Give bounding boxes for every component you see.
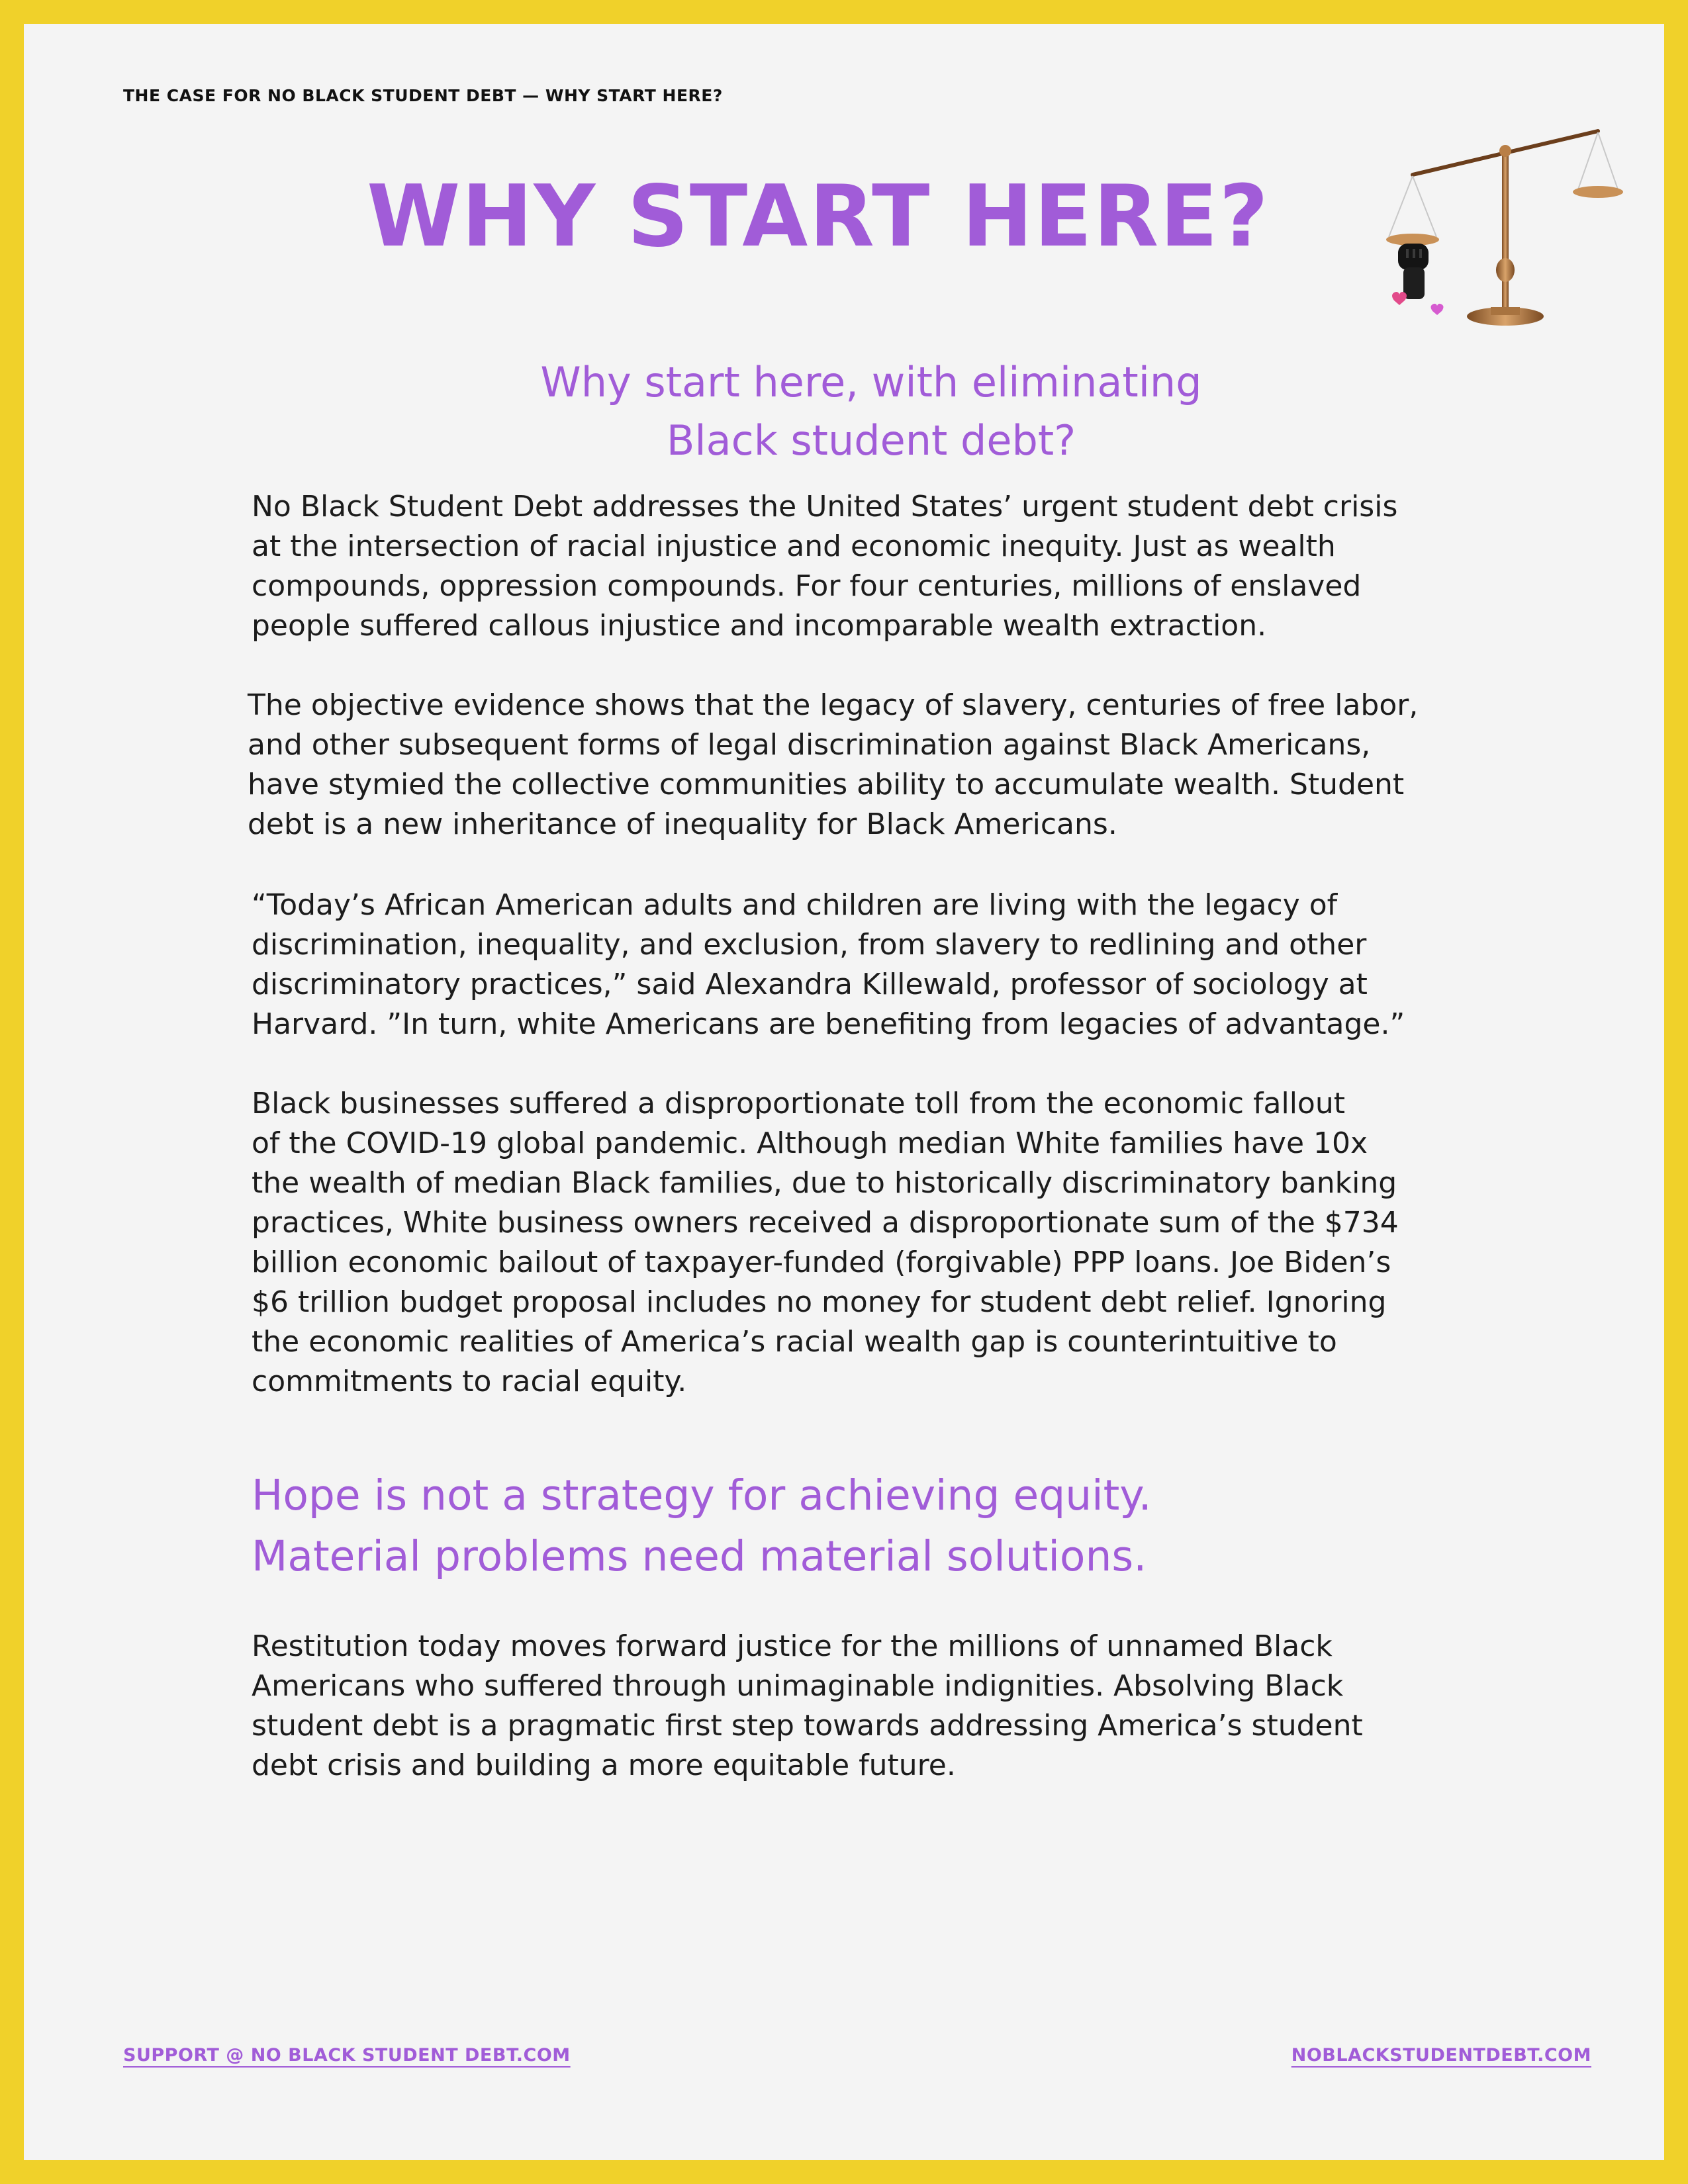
paragraph-line: compounds, oppression compounds. For four centuries, millions of enslaved — [252, 569, 1362, 603]
paragraph-line: The objective evidence shows that the legacy of slavery, centuries of free labor, — [248, 688, 1419, 722]
pull-quote-line: Material problems need material solutions. — [252, 1532, 1147, 1580]
paragraph-line: the wealth of median Black families, due to historically discriminatory banking — [252, 1166, 1397, 1200]
paragraph-line: debt is a new inheritance of inequality for Black Americans. — [248, 807, 1117, 841]
paragraph-line: the economic realities of America’s racial wealth gap is counterintuitive to — [252, 1325, 1337, 1359]
paragraph-line: No Black Student Debt addresses the United States’ urgent student debt crisis — [252, 490, 1398, 523]
paragraph-line: practices, White business owners received a disproportionate sum of the $734 — [252, 1206, 1399, 1240]
paragraph-line: people suffered callous injustice and incomparable wealth extraction. — [252, 609, 1267, 643]
scales-of-justice-with-raised-fist-icon — [1380, 123, 1638, 335]
subtitle — [216, 353, 1526, 470]
running-header: THE CASE FOR NO BLACK STUDENT DEBT — WHY START HERE? — [123, 86, 723, 105]
paragraph-line: Black businesses suffered a disproportionate toll from the economic fallout — [252, 1087, 1345, 1120]
subtitle-line: Black student debt? — [666, 416, 1076, 465]
paragraph-line: “Today’s African American adults and children are living with the legacy of — [252, 888, 1338, 922]
paragraph-evidence — [248, 686, 1466, 844]
subtitle-line: Why start here, with eliminating — [540, 358, 1202, 406]
paragraph-line: commitments to racial equity. — [252, 1365, 687, 1398]
paragraph-line: Harvard. ”In turn, white Americans are benefiting from legacies of advantage.” — [252, 1007, 1405, 1041]
paragraph-line: have stymied the collective communities ability to accumulate wealth. Student — [248, 768, 1405, 801]
paragraph-closing — [252, 1627, 1470, 1786]
website-link[interactable]: NOBLACKSTUDENTDEBT.COM — [1291, 2045, 1591, 2066]
paragraph-line: of the COVID-19 global pandemic. Although median White families have 10x — [252, 1126, 1368, 1160]
paragraph-line: debt crisis and building a more equitable future. — [252, 1749, 956, 1782]
paragraph-pandemic — [252, 1084, 1470, 1402]
paragraph-line: student debt is a pragmatic first step towards addressing America’s student — [252, 1709, 1363, 1743]
paragraph-line: discriminatory practices,” said Alexandra Killewald, professor of sociology at — [252, 968, 1368, 1001]
paragraph-line: at the intersection of racial injustice and economic inequity. Just as wealth — [252, 529, 1336, 563]
pull-quote — [252, 1465, 1509, 1587]
paragraph-line: billion economic bailout of taxpayer-funded (forgivable) PPP loans. Joe Biden’s — [252, 1246, 1391, 1279]
paragraph-intro — [252, 487, 1470, 646]
document-page — [24, 24, 1664, 2160]
paragraph-quote — [252, 886, 1470, 1044]
paragraph-line: Americans who suffered through unimaginable indignities. Absolving Black — [252, 1669, 1344, 1703]
paragraph-line: $6 trillion budget proposal includes no money for student debt relief. Ignoring — [252, 1285, 1387, 1319]
paragraph-line: discrimination, inequality, and exclusion, from slavery to redlining and other — [252, 928, 1367, 962]
paragraph-line: Restitution today moves forward justice for the millions of unnamed Black — [252, 1629, 1333, 1663]
paragraph-line: and other subsequent forms of legal discrimination against Black Americans, — [248, 728, 1371, 762]
support-email-link[interactable]: SUPPORT @ NO BLACK STUDENT DEBT.COM — [123, 2045, 571, 2066]
page-title: WHY START HERE? — [367, 167, 1270, 266]
pull-quote-line: Hope is not a strategy for achieving equity. — [252, 1471, 1152, 1520]
